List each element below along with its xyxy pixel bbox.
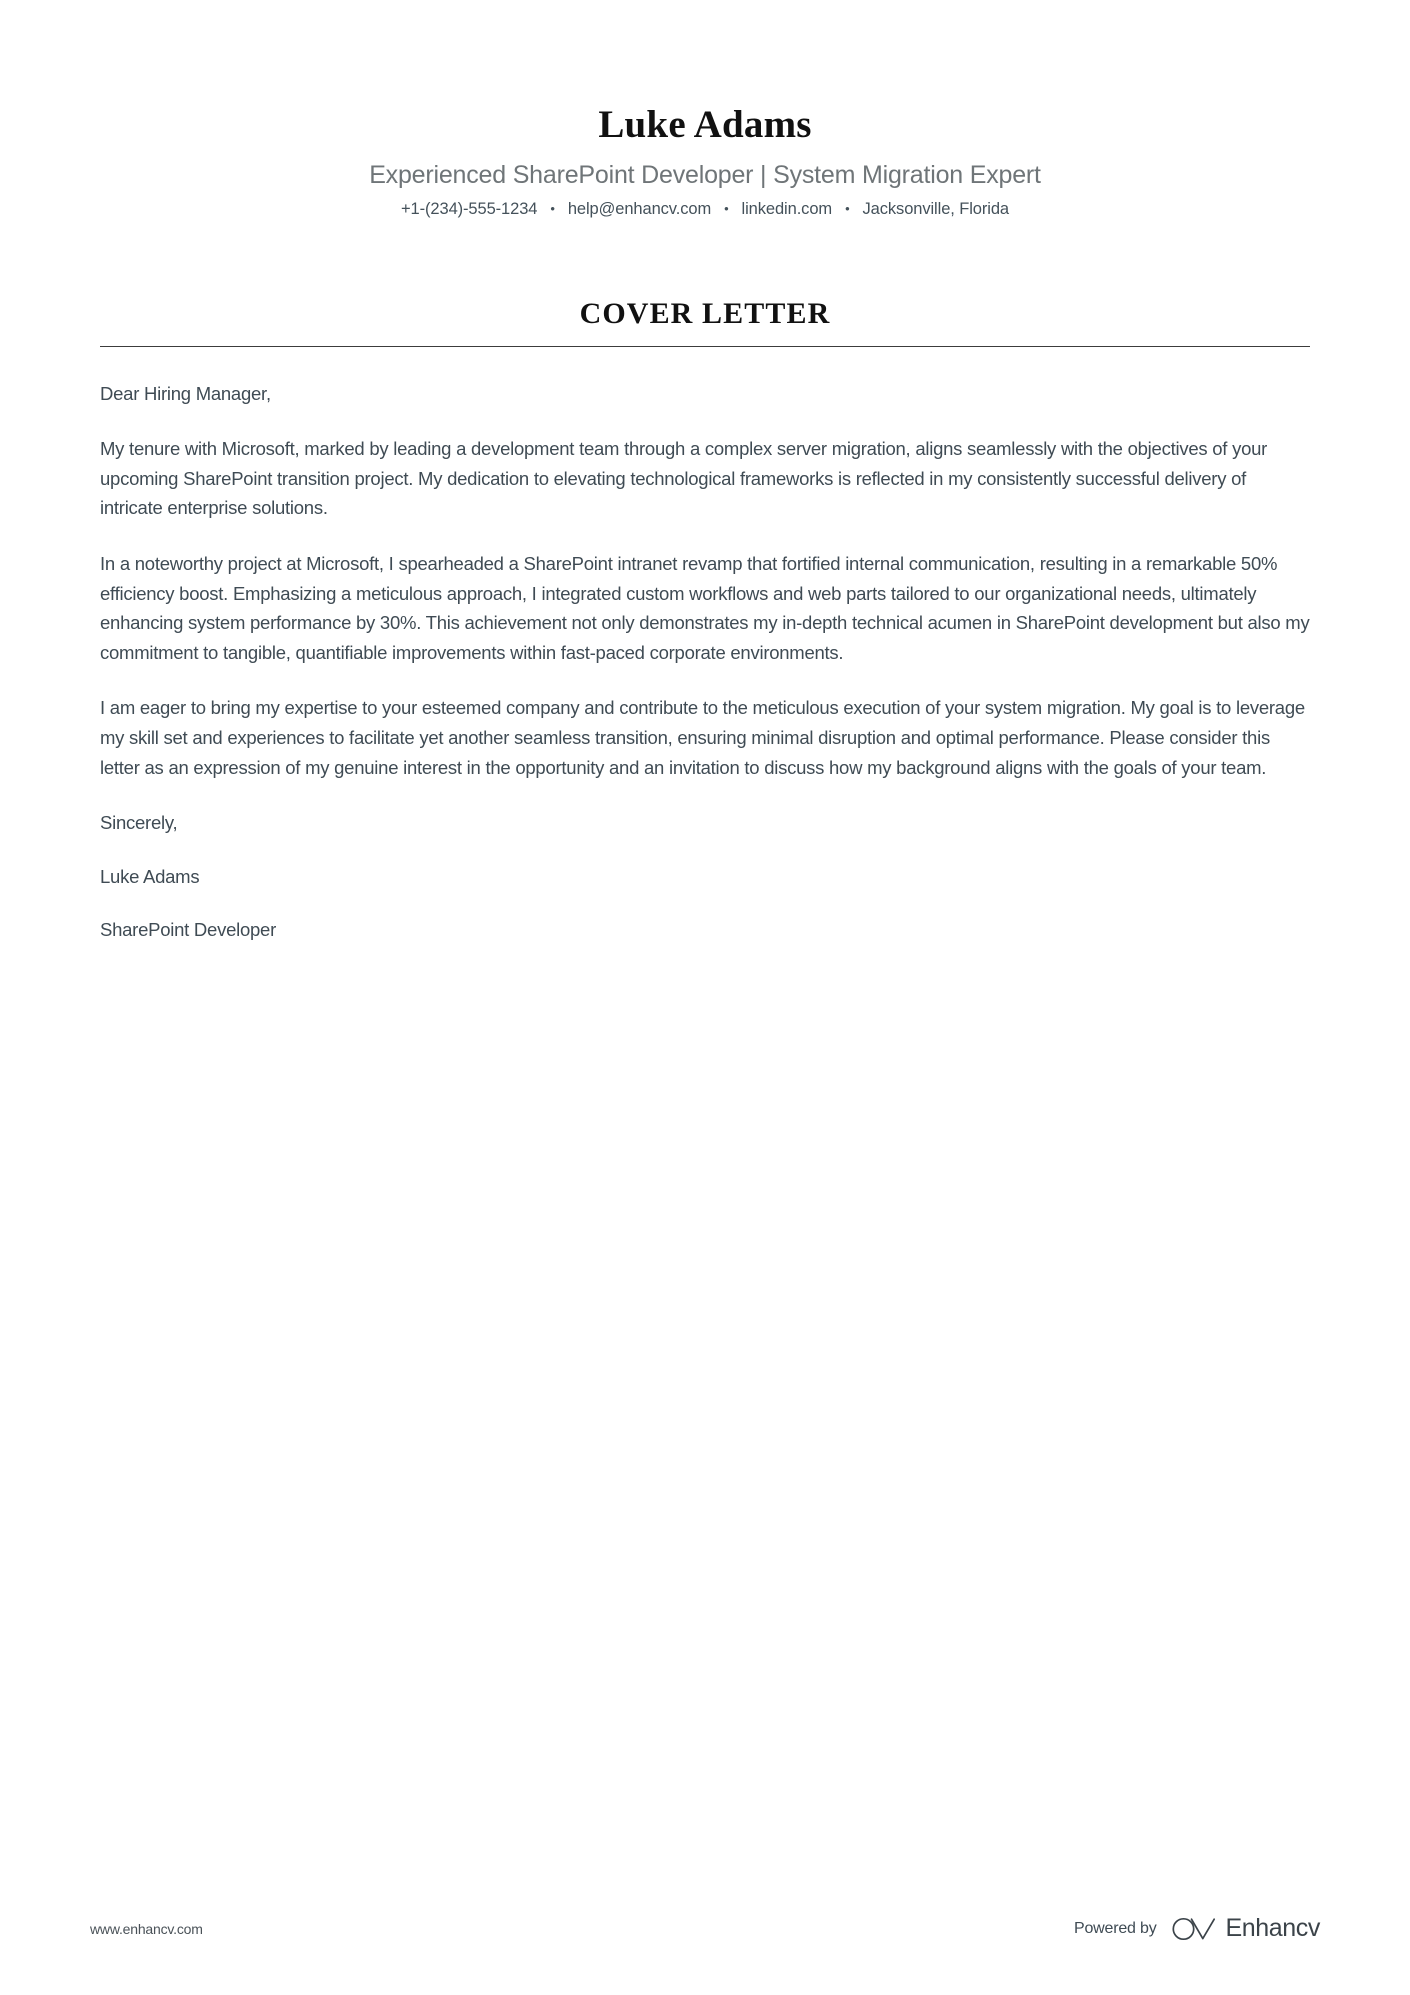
letter-body: [0, 379, 1410, 945]
contact-linkedin[interactable]: linkedin.com: [741, 199, 833, 218]
powered-by-label: Powered by: [1074, 1919, 1157, 1937]
contact-separator-icon: •: [550, 200, 555, 216]
contact-email[interactable]: help@enhancv.com: [567, 199, 712, 218]
letter-salutation: Dear Hiring Manager,: [100, 382, 271, 404]
contact-info-bar: [0, 200, 1410, 219]
section-title: COVER LETTER: [579, 296, 831, 330]
contact-phone: +1-(234)-555-1234: [401, 199, 538, 218]
signature-name: Luke Adams: [100, 865, 200, 887]
footer-website-url[interactable]: www.enhancv.com: [90, 1920, 203, 1937]
letter-paragraph: In a noteworthy project at Microsoft, I spearheaded a SharePoint intranet revamp that fortified internal communication, resulting in a remarkable 50% efficiency boost. Emphasizing a meticulous approach, I integrated custom workflows and web parts tailored to our organizational needs, ultimately enhancing system performance by 30%. This achievement not only demonstrates my in-depth technical acumen in SharePoint development but also my commitment to tangible, quantifiable improvements within fast-paced corporate environments.: [100, 553, 1310, 663]
signature-title: SharePoint Developer: [100, 919, 276, 941]
enhancv-infinity-logo-icon: [1171, 1915, 1217, 1943]
contact-separator-icon: •: [724, 200, 729, 216]
document-header: [0, 0, 1410, 219]
enhancv-logo: [1171, 1914, 1321, 1943]
enhancv-brand-name: Enhancv: [1225, 1914, 1320, 1942]
letter-paragraph: I am eager to bring my expertise to your esteemed company and contribute to the meticulous execution of your system migration. My goal is to leverage my skill set and experiences to facilitate yet another seamless transition, ensuring minimal disruption and optimal performance. Please consider this letter as an expression of my genuine interest in the opportunity and an invitation to discuss how my background aligns with the goals of your team.: [100, 697, 1305, 778]
contact-location: Jacksonville, Florida: [862, 199, 1009, 218]
section-header-block: [0, 297, 1410, 347]
document-footer: [0, 1914, 1410, 1943]
letter-closing: Sincerely,: [100, 812, 178, 834]
section-divider: [100, 346, 1310, 347]
contact-separator-icon: •: [845, 200, 850, 216]
candidate-name: Luke Adams: [598, 103, 812, 146]
footer-branding: [1074, 1914, 1320, 1943]
candidate-headline: Experienced SharePoint Developer | System Migration Expert: [369, 160, 1041, 189]
letter-paragraph: My tenure with Microsoft, marked by leading a development team through a complex server migration, aligns seamlessly with the objectives of your upcoming SharePoint transition project. My dedication to elevating technological frameworks is reflected in my consistently successful delivery of intricate enterprise solutions.: [100, 438, 1268, 519]
